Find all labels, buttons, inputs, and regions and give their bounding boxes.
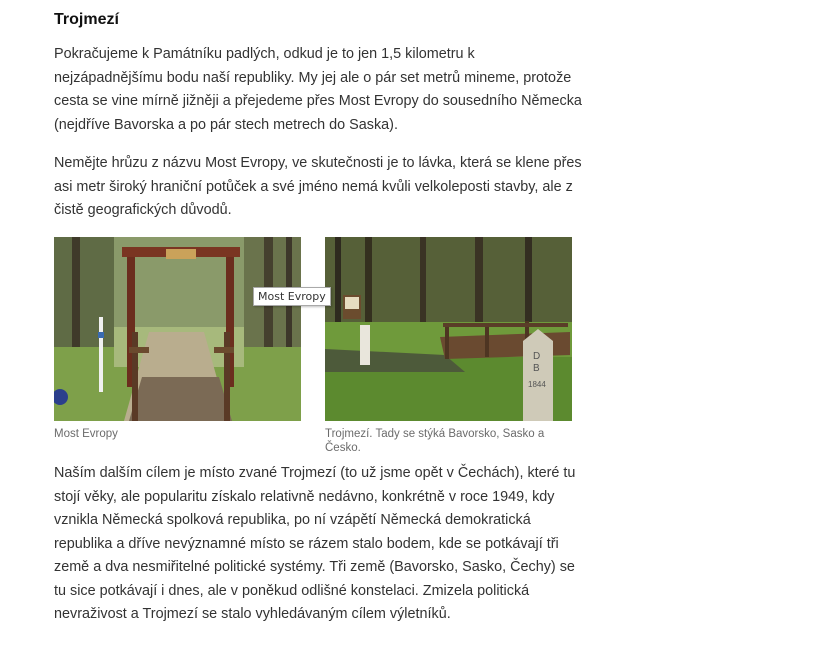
figure-trojmezi [325, 237, 572, 455]
photo-most-evropy[interactable] [54, 237, 301, 421]
section-heading: Trojmezí [54, 11, 119, 28]
svg-text:D: D [533, 351, 541, 362]
caption-trojmezi: Trojmezí. Tady se stýká Bavorsko, Sasko a Česko. [325, 428, 545, 454]
svg-text:1844: 1844 [528, 380, 546, 389]
paragraph-2: Nemějte hrůzu z názvu Most Evropy, ve skutečnosti je to lávka, která se klene přes asi metr široký hraniční potůček a své jméno nemá kvůli velkoleposti stavby, ale z čistě geografických důvodů. [54, 155, 582, 218]
photo-trojmezi[interactable] [325, 237, 572, 421]
svg-text:B: B [533, 363, 540, 374]
paragraph-3: Naším dalším cílem je místo zvané Trojmezí (to už jsme opět v Čechách), které tu stojí věky, ale popularitu získalo relativně nedávno, konkrétně v roce 1949, kdy vznikla Německá spolková republika, po ní vzápětí Německá demokratická republika a dříve nevýznamné místo se rázem stalo bodem, kde se potkávají tři země a dva nesmiřitelné politické systémy. Tři země (Bavorsko, Sasko, Čechy) se tu sice potkávají i dnes, ale v poněkud odlišné konstelaci. Zmizela politická nevraživost a Trojmezí se stalo vyhledávaným cílem výletníků. [54, 465, 576, 622]
caption-most-evropy: Most Evropy [54, 428, 118, 440]
image-tooltip: Most Evropy [253, 287, 331, 306]
figure-most-evropy [54, 237, 301, 441]
paragraph-1: Pokračujeme k Památníku padlých, odkud je to jen 1,5 kilometru k nejzápadnějšímu bodu naší republiky. My jej ale o pár set metrů mineme, protože cesta se vine mírně jižněji a přejedeme přes Most Evropy do sousedního Německa (nejdříve Bavorska a po pár stech metrech do Saska). [54, 46, 582, 133]
